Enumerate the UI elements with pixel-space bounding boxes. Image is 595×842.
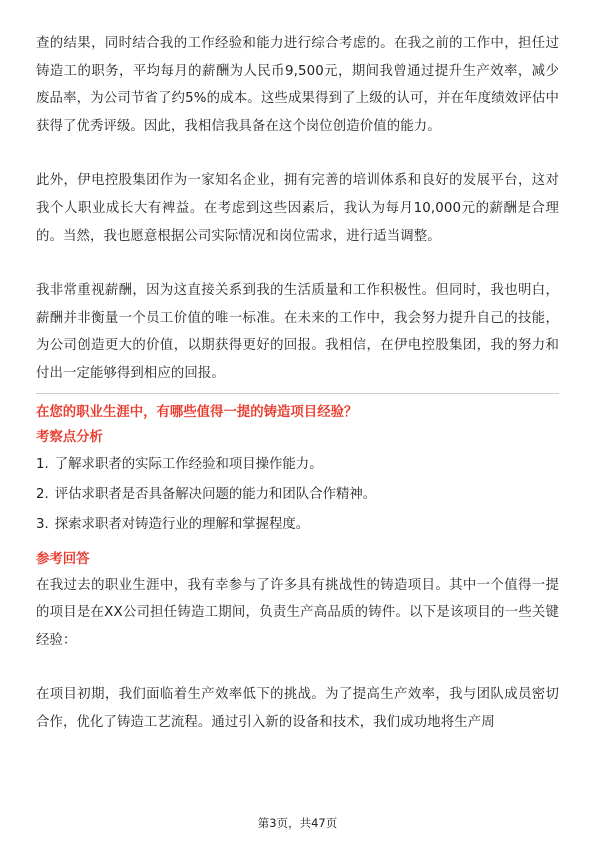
list-item [36, 480, 559, 510]
body-paragraph-1: 查的结果，同时结合我的工作经验和能力进行综合考虑的。在我之前的工作中，担任过铸造工的职务，平均每月的薪酬为人民币9,500元，期间我曾通过提升生产效率，减少废品率，为公司节省了约5%的成本。这些成果得到了上级的认可，并在年度绩效评估中获得了优秀评级。因此，我相信我具备在这个岗位创造价值的能力。 [36, 36, 559, 134]
page-content [36, 30, 559, 737]
reference-paragraph-2: 在项目初期，我们面临着生产效率低下的挑战。为了提高生产效率，我与团队成员密切合作，优化了铸造工艺流程。通过引入新的设备和技术，我们成功地将生产周 [36, 687, 559, 730]
paragraph-spacer [36, 654, 559, 681]
paragraph-spacer [36, 140, 559, 167]
list-item [36, 510, 559, 540]
list-item-number: 3. [36, 516, 49, 532]
body-paragraph-2: 此外，伊电控股集团作为一家知名企业，拥有完善的培训体系和良好的发展平台，这对我个人职业成长大有裨益。在考虑到这些因素后，我认为每月10,000元的薪酬是合理的。当然，我也愿意根据公司实际情况和岗位需求，进行适当调整。 [36, 173, 559, 244]
list-item-text: 了解求职者的实际工作经验和项目操作能力。 [54, 456, 323, 472]
paragraph-spacer [36, 250, 559, 277]
list-item-number: 1. [36, 456, 49, 472]
section-divider [36, 393, 559, 394]
page-number: 第3页，共47页 [257, 816, 338, 830]
analysis-label: 考察点分析 [36, 429, 103, 445]
analysis-list [36, 450, 559, 540]
reference-paragraph-1: 在我过去的职业生涯中，我有幸参与了许多具有挑战性的铸造项目。其中一个值得一提的项目是在XX公司担任铸造工期间，负责生产高品质的铸件。以下是该项目的一些关键经验： [36, 577, 559, 648]
reference-answer-label: 参考回答 [36, 551, 90, 567]
list-item-text: 探索求职者对铸造行业的理解和掌握程度。 [54, 516, 310, 532]
body-paragraph-3: 我非常重视薪酬，因为这直接关系到我的生活质量和工作积极性。但同时，我也明白，薪酬并非衡量一个员工价值的唯一标准。在未来的工作中，我会努力提升自己的技能，为公司创造更大的价值，以期获得更好的回报。我相信，在伊电控股集团，我的努力和付出一定能够得到相应的回报。 [36, 283, 559, 381]
list-item-text: 评估求职者是否具备解决问题的能力和团队合作精神。 [54, 486, 377, 502]
interview-question: 在您的职业生涯中，有哪些值得一提的铸造项目经验？ [36, 404, 358, 420]
list-item-number: 2. [36, 486, 49, 502]
list-item [36, 450, 559, 480]
